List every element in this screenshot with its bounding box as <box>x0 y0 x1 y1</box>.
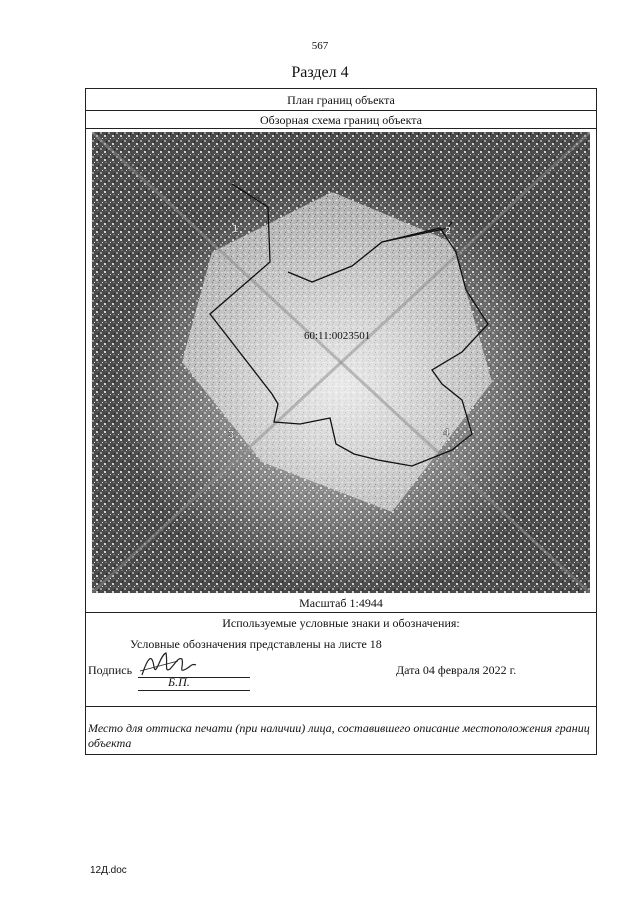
scale-label: Масштаб 1:4944 <box>86 594 596 613</box>
point-4-marker <box>443 427 450 439</box>
point-1-marker <box>232 223 238 235</box>
signature-line <box>138 677 250 678</box>
legend-header: Используемые условные знаки и обозначения: <box>222 616 460 630</box>
point-label: 1 <box>232 223 239 235</box>
plan-title: План границ объекта <box>86 89 596 111</box>
point-label: 2 <box>445 225 452 237</box>
overview-map <box>92 132 590 593</box>
point-label: 3 <box>228 429 235 441</box>
section-title: Раздел 4 <box>291 64 349 81</box>
stamp-note: Место для оттиска печати (при наличии) лица, составившего описание местоположения границ объекта <box>88 721 590 750</box>
point-label: 4 <box>443 427 450 439</box>
divider <box>86 706 596 707</box>
document-date: Дата 04 февраля 2022 г. <box>396 663 517 677</box>
signature-decode: Б.П. <box>168 675 190 689</box>
legend-note: Условные обозначения представлены на листе 18 <box>130 637 382 651</box>
page-number: 567 <box>311 40 329 52</box>
signature-label: Подпись <box>88 663 133 677</box>
scheme-title: Обзорная схема границ объекта <box>86 111 596 129</box>
point-2-marker <box>445 225 451 237</box>
boundary-plan-table <box>85 88 597 755</box>
signature-decode-line <box>138 690 250 691</box>
footer-filename: 12Д.doc <box>90 865 127 876</box>
parcel-id-label: 60:11:0023501 <box>304 330 371 342</box>
point-3-marker <box>228 429 234 441</box>
aerial-map-svg <box>92 132 590 593</box>
